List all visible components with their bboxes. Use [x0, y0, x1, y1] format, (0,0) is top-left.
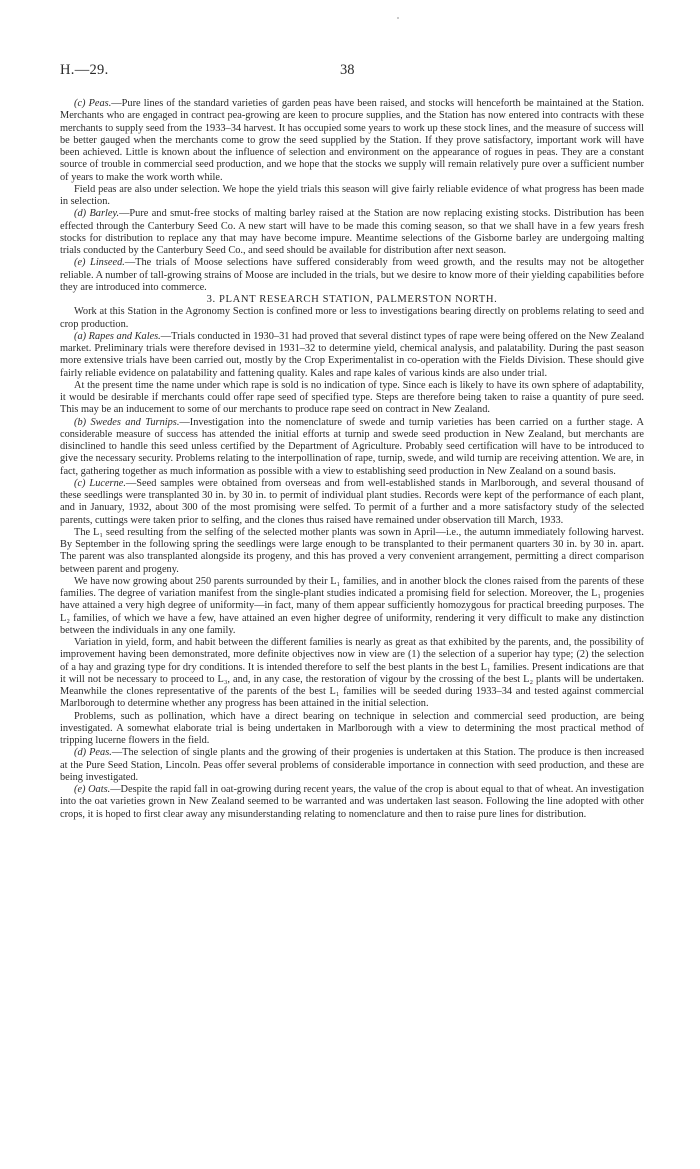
paragraph-lead: (e) Linseed.: [74, 257, 125, 269]
paragraph: [60, 576, 644, 637]
paragraph: [60, 711, 644, 748]
paragraph: [60, 784, 644, 821]
paragraph-lead: (d) Peas.: [74, 747, 112, 759]
paragraph-text: —Pure and smut-free stocks of malting barley raised at the Station are now replacing existing stocks. Distribution has been effected through the Canterbury Seed Co. A new start will have to be made this coming season, so that we shall have in a few years fresh stocks for distribution to replace any that may have become impure. Meantime selections of the Gisborne barley are undergoing malting trials conducted by the Canterbury Seed Co., and seed should be available for distribution after next season.: [60, 208, 644, 256]
paragraph-text: Problems, such as pollination, which have a direct bearing on technique in selection and commercial seed production, are being investigated. A somewhat elaborate trial is being undertaken in Marlborough with a view to determining the most practical method of tripping lucerne flowers in the field.: [60, 710, 644, 746]
paragraph-text: —Pure lines of the standard varieties of garden peas have been raised, and stocks will henceforth be maintained at the Station. Merchants who are engaged in contract pea-growing are keen to procure supplies, and the Station has now entered into contracts with these merchants to supply seed from the 1933–34 harvest. It has occupied some years to work up these stock lines, and the measure of success will be better gauged when the merchants come to grow the seed supplied by the Station. If they prove satisfactory, important work will have been achieved. Little is known about the influence of selection and environment on the appearance of rogues in peas. They are a constant source of trouble in commercial seed production, and we hope that the stocks we supply will remain relatively pure over a sufficient number of years to make the work worth while.: [60, 98, 644, 183]
document-code: H.—29.: [60, 62, 109, 78]
paragraph-text: —Despite the rapid fall in oat-growing during recent years, the value of the crop is about equal to that of wheat. An investigation into the oat varieties grown in New Zealand seemed to be warranted and was undertaken last season. Following the line adopted with other crops, it is hoped to first clear away any misunderstanding relating to nomenclature and then to raise pure lines for distribution.: [60, 784, 644, 820]
paragraph: [60, 637, 644, 711]
paragraph-text: Variation in yield, form, and habit between the different families is nearly as great as that exhibited by the parents, and, the possibility of improvement having been demonstrated, more definite objectives now in view are (1) the selection of a superior hay type; (2) the selection of a hay and grazing type for dry conditions. It is intended therefore to self the best plants in the best L₁ families. Present indications are that it will not be necessary to proceed to L₃, and, in any case, the restoration of vigour by the crossing of the best L₂ plants will be undertaken. Meanwhile the clones representative of the parents of the best L₁ families will be seeded during 1933–34 and tested against commercial Marlborough to determine whether any progress has been attained in the initial selection.: [60, 637, 644, 710]
paragraph: [60, 527, 644, 576]
paragraph-lead: (b) Swedes and Turnips.: [74, 416, 180, 428]
section-heading: 3. PLANT RESEARCH STATION, PALMERSTON NORTH.: [206, 294, 498, 305]
paragraph-text: Work at this Station in the Agronomy Section is confined more or less to investigations bearing directly on problems relating to seed and crop production.: [60, 306, 644, 330]
paragraph: [60, 306, 644, 331]
paragraph: [60, 331, 644, 380]
paragraph-text: —The selection of single plants and the growing of their progenies is undertaken at this Station. The produce is then increased at the Pure Seed Station, Lincoln. Peas offer several problems of considerable importance in connection with seed production, and these are being investigated.: [60, 747, 644, 783]
paper-speck: [397, 17, 399, 19]
paragraph: [60, 208, 644, 257]
paragraph-text: —Investigation into the nomenclature of swede and turnip varieties has been carried on a further stage. A considerable measure of success has attended the initial efforts at turnip and swede seed production in New Zealand, but merchants are disinclined to handle this seed unless certified by the Department of Agriculture. Probably seed certification will have to be introduced to give the necessary security. Problems relating to the interpollination of rape, turnip, swede, and wild turnip are receiving attention. We are, in fact, gathering together as much information as possible with a view to establishing seed production in New Zealand on a sound basis.: [60, 416, 644, 477]
paragraph-text: Field peas are also under selection. We hope the yield trials this season will give fairly reliable evidence of what progress has been made in selection.: [60, 183, 644, 207]
paragraph-lead: (c) Peas.: [74, 98, 112, 109]
paragraph-text: —Seed samples were obtained from overseas and from well-established stands in Marlborough, and several thousand of these seedlings were transplanted 30 in. by 30 in. to permit of individual plant studies. Records were kept of the performance of each plant, and in January, 1932, about 300 of the most promising were selfed. To permit of a further and a more satisfactory study of the selected parents, cuttings were taken prior to selfing, and the clones thus raised have remained under observation till March, 1933.: [60, 477, 644, 526]
paragraph: [60, 257, 644, 294]
paragraph-text: The L₁ seed resulting from the selfing of the selected mother plants was sown in April—i.e., the autumn immediately following harvest. By September in the following spring the seedlings were large enough to be transplanted to their permanent quarters 30 in. by 30 in. apart. The parent was also transplanted alongside its progeny, and this has proved a very convenient arrangement, permitting a direct comparison between parent and progeny.: [60, 526, 644, 575]
paragraph: [60, 417, 644, 478]
paragraph-lead: (d) Barley.: [74, 208, 120, 220]
paragraph: [60, 478, 644, 527]
paragraph-lead: (e) Oats.: [74, 784, 111, 795]
paragraph: [60, 98, 644, 184]
page-header: [60, 62, 644, 82]
document-body: [60, 98, 644, 821]
paragraph: [60, 380, 644, 417]
station-section-continued: [60, 98, 644, 294]
paragraph: [60, 747, 644, 784]
paragraph-lead: (c) Lucerne.: [74, 477, 126, 489]
paragraph-text: —Trials conducted in 1930–31 had proved that several distinct types of rape were being offered on the New Zealand market. Preliminary trials were therefore devised in 1931–32 to determine yield, chemical analysis, and palatability. During the past season more extensive trials have been carried out, mostly by the Crop Experimentalist in co-operation with the Fields Division. These should give fairly reliable evidence on palatability and fattening quality. Kales and rape kales of various kinds are also under trial.: [60, 330, 644, 379]
plant-research-section: [60, 306, 644, 821]
paragraph: [60, 184, 644, 209]
paragraph-text: —The trials of Moose selections have suffered considerably from weed growth, and the results may not be altogether reliable. A number of tall-growing strains of Moose are included in the trials, but we desire to know more of their yielding capabilities before they are introduced into commerce.: [60, 257, 644, 293]
paragraph-text: At the present time the name under which rape is sold is no indication of type. Since each is likely to have its own sphere of adaptability, it would be desirable if merchants could offer rape seed of specified type. Steps are therefore being taken to raise a quantity of pure seed. This may be an inducement to some of our merchants to produce rape seed on contract in New Zealand.: [60, 379, 644, 416]
paragraph-text: We have now growing about 250 parents surrounded by their L₁ families, and in another block the clones raised from the parents of these families. The degree of variation manifest from the single-plant studies indicated a promising field for selection. Moreover, the L₁ progenies have attained a very high degree of uniformity—in fact, many of them appear sufficiently homozygous for practical breeding purposes. The L₂ families, of which we have a few, have attained an even higher degree of uniformity, rendering it very difficult to make any distinction between the individuals in any one family.: [60, 575, 644, 636]
paragraph-lead: (a) Rapes and Kales.: [74, 330, 161, 342]
page-number: 38: [340, 62, 355, 78]
